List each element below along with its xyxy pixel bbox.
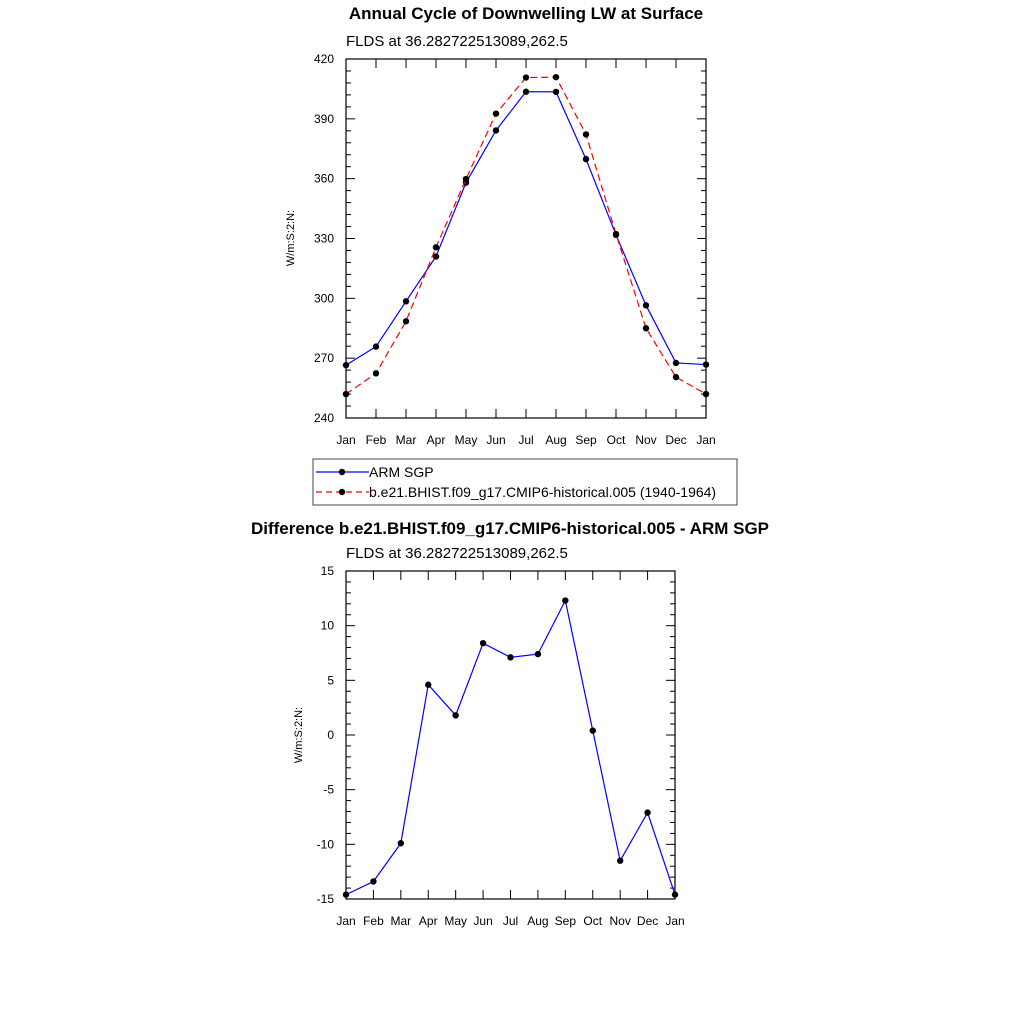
data-point-0-0: [343, 891, 349, 897]
x-tick-label: Feb: [365, 433, 387, 447]
data-point-0-6: [523, 89, 529, 95]
data-point-0-5: [493, 127, 499, 133]
chart2-y-axis-label: W/m:S:2:N:: [293, 706, 305, 764]
x-tick-label: Dec: [665, 433, 687, 447]
data-point-1-8: [583, 131, 589, 137]
plot-frame: [346, 571, 675, 899]
x-tick-label: Jul: [502, 914, 519, 928]
chart2-subtitle: FLDS at 36.282722513089,262.5: [346, 545, 568, 562]
y-tick-label: 240: [313, 411, 334, 425]
y-tick-label: 10: [320, 618, 334, 633]
y-tick-label: 0: [327, 728, 334, 742]
chart2-plot-area: [317, 564, 685, 928]
data-point-1-9: [613, 231, 619, 237]
legend-marker-model: [339, 489, 345, 495]
x-tick-label: Jan: [665, 914, 685, 928]
chart1-subtitle: FLDS at 36.282722513089,262.5: [346, 33, 568, 50]
data-point-1-11: [673, 374, 679, 380]
y-tick-label: 360: [313, 171, 334, 186]
y-tick-label: 420: [313, 52, 334, 66]
data-point-0-3: [425, 682, 431, 688]
x-tick-label: Jan: [696, 433, 716, 447]
y-tick-label: -10: [316, 837, 334, 852]
y-tick-label: 390: [313, 111, 334, 126]
data-point-0-4: [452, 712, 458, 718]
y-tick-label: 300: [313, 291, 334, 306]
data-point-1-10: [643, 325, 649, 331]
data-point-1-12: [703, 391, 709, 397]
x-tick-label: Mar: [390, 914, 412, 928]
x-tick-label: May: [444, 914, 468, 928]
y-tick-label: 5: [327, 673, 334, 688]
data-point-0-8: [562, 597, 568, 603]
data-point-1-6: [523, 74, 529, 80]
data-point-0-9: [590, 727, 596, 733]
x-tick-label: Feb: [363, 914, 384, 928]
x-tick-label: Aug: [545, 433, 567, 447]
series-line-1: [346, 77, 706, 394]
data-point-0-2: [403, 298, 409, 304]
chart2-title: Difference b.e21.BHIST.f09_g17.CMIP6-historical.005 - ARM SGP: [250, 519, 770, 538]
data-point-1-2: [403, 318, 409, 324]
x-tick-label: Jan: [336, 914, 356, 928]
legend-marker-arm-sgp: [339, 469, 345, 475]
data-point-0-2: [398, 840, 404, 846]
x-tick-label: Mar: [395, 433, 417, 447]
chart1-plot-area: [314, 52, 716, 447]
y-tick-label: 270: [313, 351, 334, 366]
chart1-y-axis-label: W/m:S:2:N:: [285, 209, 297, 267]
x-tick-label: Jul: [518, 433, 534, 447]
data-point-1-5: [493, 110, 499, 116]
data-point-0-1: [373, 343, 379, 349]
x-tick-label: Aug: [527, 914, 549, 928]
y-tick-label: 15: [320, 564, 334, 578]
data-point-0-1: [370, 878, 376, 884]
x-tick-label: Nov: [635, 433, 657, 447]
data-point-1-4: [463, 176, 469, 182]
x-tick-label: Sep: [575, 433, 597, 447]
data-point-0-6: [507, 654, 513, 660]
x-tick-label: Oct: [606, 433, 626, 447]
data-point-1-3: [433, 244, 439, 250]
chart1-title: Annual Cycle of Downwelling LW at Surface: [348, 4, 704, 23]
x-tick-label: Dec: [636, 914, 659, 928]
chart1-legend: [313, 459, 737, 505]
x-tick-label: Apr: [426, 433, 446, 447]
x-tick-label: Jan: [336, 433, 356, 447]
plot-frame: [346, 59, 706, 418]
data-point-0-12: [672, 891, 678, 897]
x-tick-label: Sep: [554, 914, 577, 928]
x-tick-label: Jun: [486, 433, 506, 447]
data-point-0-11: [673, 360, 679, 366]
data-point-0-10: [643, 302, 649, 308]
data-point-0-5: [480, 640, 486, 646]
x-tick-label: Jun: [473, 914, 493, 928]
x-tick-label: Oct: [583, 914, 603, 928]
data-point-0-7: [535, 651, 541, 657]
series-line-0: [346, 601, 675, 895]
data-point-0-10: [617, 858, 623, 864]
data-point-1-0: [343, 391, 349, 397]
data-point-1-1: [373, 370, 379, 376]
data-point-0-0: [343, 362, 349, 368]
data-point-0-7: [553, 89, 559, 95]
data-point-0-11: [644, 809, 650, 815]
x-tick-label: May: [454, 433, 478, 447]
data-point-1-7: [553, 74, 559, 80]
x-tick-label: Nov: [609, 914, 631, 928]
data-point-0-8: [583, 156, 589, 162]
annual-cycle-chart: [285, 4, 737, 505]
legend-label-model: b.e21.BHIST.f09_g17.CMIP6-historical.005 (1940-1964): [369, 484, 717, 500]
legend-label-arm-sgp: ARM SGP: [369, 464, 434, 480]
y-tick-label: -15: [316, 892, 334, 906]
series-line-0: [346, 92, 706, 365]
y-tick-label: 330: [313, 231, 334, 246]
y-tick-label: -5: [323, 782, 334, 797]
difference-chart: [251, 519, 769, 928]
x-tick-label: Apr: [418, 914, 438, 928]
data-point-0-12: [703, 361, 709, 367]
